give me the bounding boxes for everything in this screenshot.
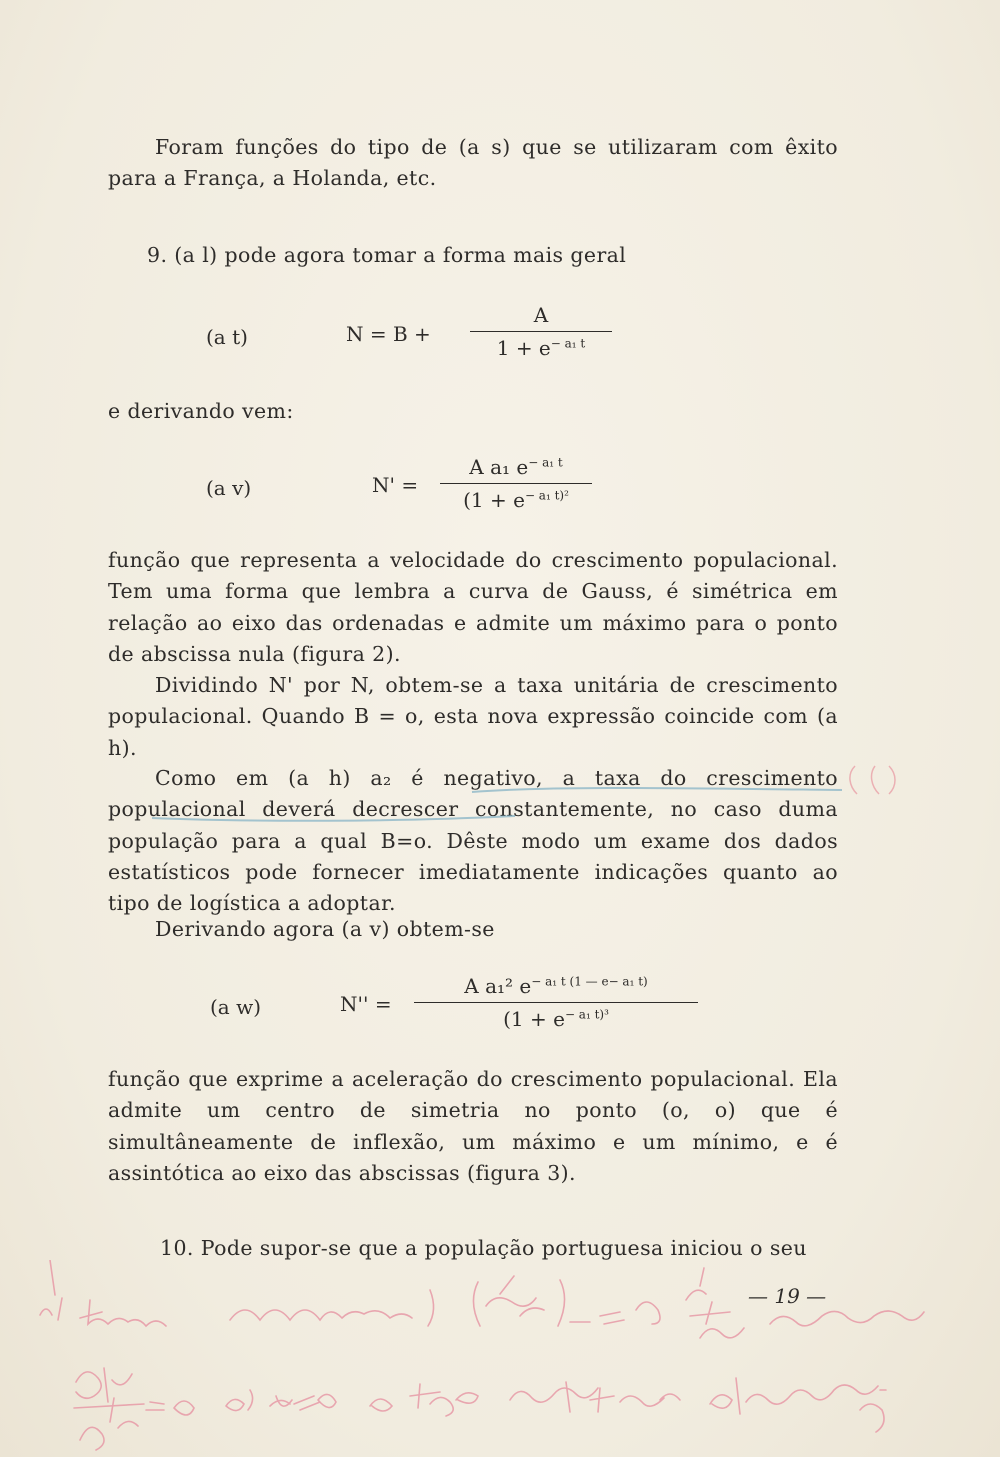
equation-label-at: (a t) xyxy=(206,325,248,349)
equation-av-numerator: A a₁ $e^{- a_1 t}$ xyxy=(440,455,592,484)
equation-av-fraction xyxy=(440,455,592,512)
paragraph-derivando-agora: Derivando agora (a v) obtem-se xyxy=(155,917,495,941)
margin-pencil-mark xyxy=(845,760,905,800)
section-10-line: 10. Pode supor-se que a população portuguesa iniciou o seu xyxy=(160,1236,807,1260)
paragraph-velocidade: função que representa a velocidade do crescimento populacional. Tem uma forma que lembra a curva de Gauss, é simétrica em relação ao eixo das ordenadas e admite um máximo para o ponto de abscissa nula (figura 2). xyxy=(108,548,838,666)
handwritten-annotation-scribble xyxy=(0,1260,1000,1457)
equation-at-lhs: N = B + xyxy=(346,322,431,346)
paragraph-como-em: Como em (a h) a₂ é negativo, a taxa do crescimento populacional deverá decrescer constantemente, no caso duma população para a qual B=o. Dêste modo um exame dos dados estatísticos pode fornecer imediatamente indicações quanto ao tipo de logística a adoptar. xyxy=(108,766,838,916)
derivation-intro: e derivando vem: xyxy=(108,399,294,423)
paragraph-dividindo: Dividindo N' por N, obtem-se a taxa unitária de crescimento populacional. Quando B = o, esta nova expressão coincide com (a h). xyxy=(108,673,838,760)
pencil-underline-mark-2 xyxy=(150,812,520,832)
equation-label-aw: (a w) xyxy=(210,995,262,1019)
pencil-underline-mark xyxy=(470,782,850,822)
equation-aw-lhs: N'' = xyxy=(340,992,392,1016)
equation-aw-denominator: ($1 + e^{- a_1 t)^3}$ xyxy=(503,1007,609,1031)
equation-at-numerator: A xyxy=(470,303,612,332)
paragraph-aceleracao: função que exprime a aceleração do crescimento populacional. Ela admite um centro de simetria no ponto (o, o) que é simultâneamente de inflexão, um máximo e um mínimo, e é assintótica ao eixo das abscissas (figura 3). xyxy=(108,1067,838,1185)
equation-label-av: (a v) xyxy=(206,476,252,500)
equation-at-denominator: $1 + e^{- a_1 t}$ xyxy=(496,336,586,360)
page-number: — 19 — xyxy=(748,1284,827,1308)
equation-av-denominator: ($1 + e^{- a_1 t)^2}$ xyxy=(463,488,569,512)
equation-aw-numerator: A a₁² $e^{- a_1 t (1 — e- a_1 t)}$ xyxy=(414,974,698,1003)
equation-av-lhs: N' = xyxy=(372,473,419,497)
paragraph-intro: Foram funções do tipo de (a s) que se utilizaram com êxito para a França, a Holanda, etc. xyxy=(108,135,838,191)
section-9-line: 9. (a l) pode agora tomar a forma mais geral xyxy=(147,243,627,267)
equation-aw-fraction xyxy=(414,974,698,1031)
equation-at-fraction xyxy=(470,303,612,360)
